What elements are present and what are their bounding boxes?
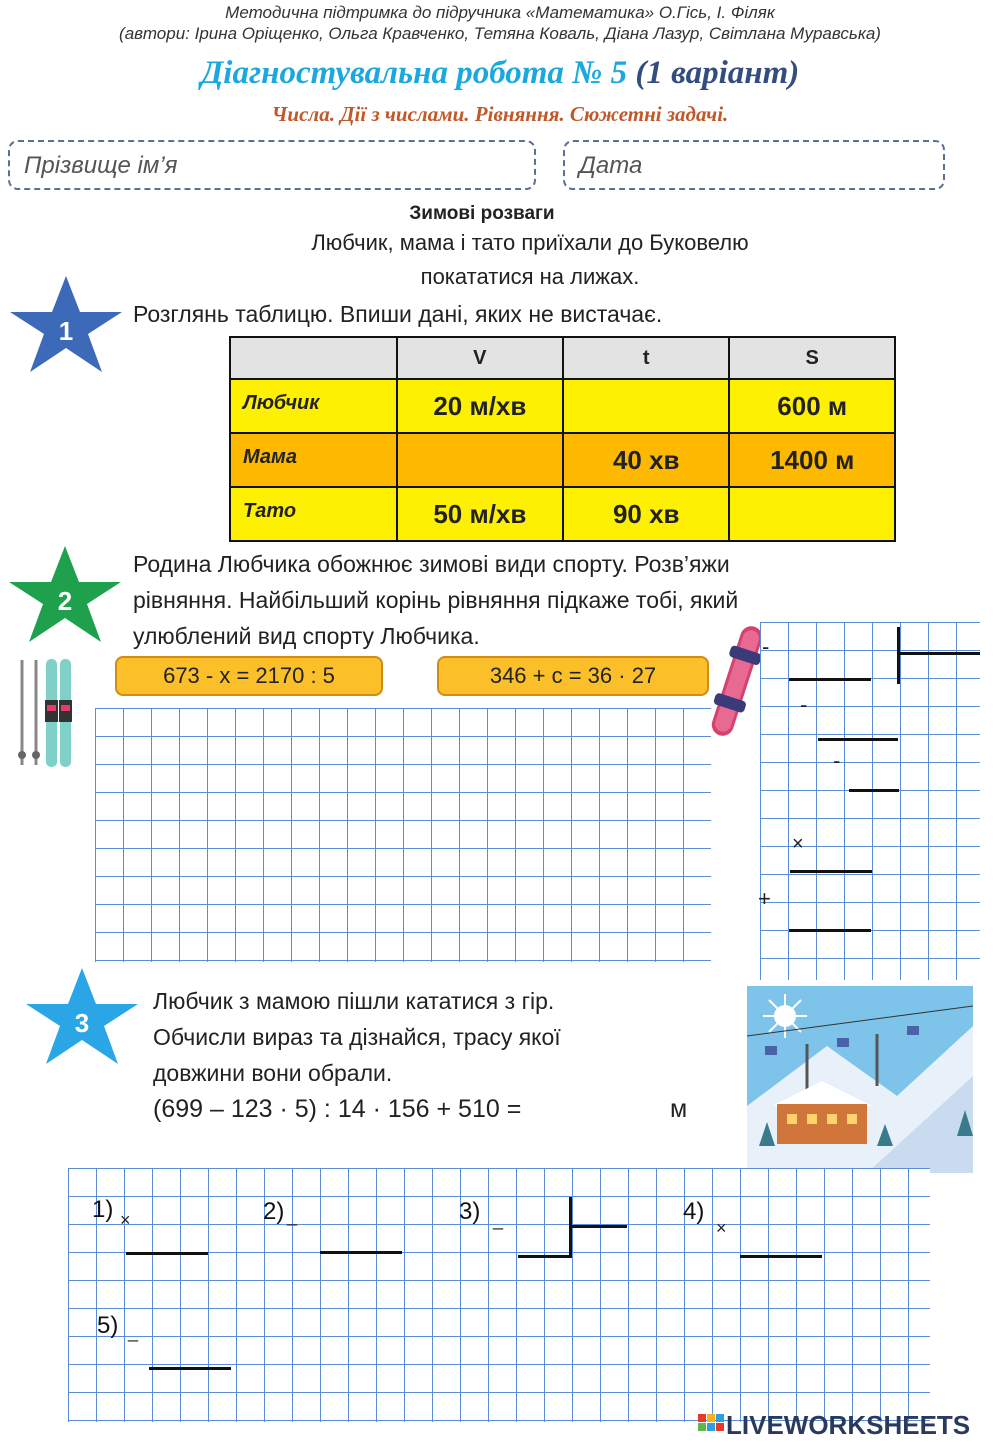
speed-table [229, 336, 896, 542]
step-5-sign: _ [128, 1322, 139, 1342]
task3-expression: (699 – 123 · 5) : 14 · 156 + 510 = [153, 1095, 522, 1123]
footer-brand[interactable] [698, 1410, 970, 1441]
step-2-label: 2) [263, 1198, 285, 1225]
row-name: Тато [230, 487, 397, 541]
star-1-number: 1 [58, 316, 74, 346]
step-2-line [320, 1251, 402, 1254]
liveworksheets-logo-icon [698, 1414, 724, 1438]
table-header-v: V [397, 337, 563, 379]
name-field-placeholder: Прізвище ім’я [24, 152, 178, 179]
header-line-2: (автори: Ірина Оріщенко, Ольга Кравченко, Тетяна Коваль, Діана Лазур, Світлана Муравська) [119, 24, 881, 43]
equation-1: 673 - x = 2170 : 5 [115, 656, 383, 696]
title-variant: (1 варіант) [635, 55, 800, 91]
task3-line-3: довжини вони обрали. [153, 1060, 393, 1086]
side-working-grid[interactable] [760, 622, 980, 980]
star-2-icon [5, 544, 125, 644]
cell-s: 600 м [729, 379, 895, 433]
table-row [230, 433, 895, 487]
answer-input[interactable] [590, 1092, 660, 1124]
intro-heading: Зимові розваги [409, 203, 555, 224]
star-3-icon [22, 966, 142, 1066]
cell-v-input[interactable] [397, 433, 563, 487]
task3-line-2: Обчисли вираз та дізнайся, трасу якої [153, 1024, 561, 1050]
minus-sign: - [762, 634, 770, 659]
task1-text: Розглянь таблицю. Впиши дані, яких не вистачає. [133, 301, 663, 327]
step-5-line [149, 1367, 231, 1370]
footer-brand-text: LIVEWORKSHEETS [726, 1410, 971, 1440]
intro-line-1: Любчик, мама і тато приїхали до Буковелю [311, 230, 749, 255]
plus-sign: + [758, 886, 771, 911]
task3-working-grid[interactable] [68, 1168, 930, 1422]
skis-icon [14, 655, 76, 770]
times-sign: × [792, 833, 804, 855]
step-1-line [126, 1252, 208, 1255]
cell-t-input[interactable] [563, 379, 729, 433]
minus-sign: - [800, 692, 808, 717]
step-4-sign: × [716, 1218, 727, 1238]
cell-t: 40 хв [563, 433, 729, 487]
page-title [0, 55, 1000, 92]
task2-line-2: рівняння. Найбільший корінь рівняння підкаже тобі, який [133, 587, 739, 613]
snowboard-icon [710, 620, 765, 742]
page-subtitle: Числа. Дії з числами. Рівняння. Сюжетні задачі. [271, 102, 729, 126]
task2-line-1: Родина Любчика обожнює зимові види спорту. Розв’яжи [133, 551, 730, 577]
cell-v: 50 м/хв [397, 487, 563, 541]
table-row [230, 487, 895, 541]
task3-text [153, 983, 561, 1091]
step-4-label: 4) [683, 1198, 705, 1225]
ski-resort-picture [747, 986, 973, 1173]
task2-text [133, 546, 738, 654]
star-3-number: 3 [74, 1008, 90, 1038]
step-2-sign: _ [287, 1206, 298, 1226]
cell-s: 1400 м [729, 433, 895, 487]
table-row [230, 379, 895, 433]
task3-line-1: Любчик з мамою пішли кататися з гір. [153, 988, 555, 1014]
header-credits [0, 2, 1000, 44]
task2-line-3: улюблений вид спорту Любчика. [133, 623, 480, 649]
division-line [849, 789, 899, 792]
name-field[interactable] [8, 140, 536, 190]
table-header-empty [230, 337, 397, 379]
answer-unit: м [670, 1095, 688, 1123]
star-1-icon [6, 274, 126, 374]
step-1-sign: × [120, 1210, 131, 1230]
date-field[interactable] [563, 140, 945, 190]
title-main: Діагностувальна робота № 5 [200, 55, 628, 91]
multiplication-line [790, 870, 872, 873]
division-line [789, 678, 871, 681]
cell-v: 20 м/хв [397, 379, 563, 433]
step-3-label: 3) [459, 1198, 481, 1225]
table-header-row [230, 337, 895, 379]
cell-s-input[interactable] [729, 487, 895, 541]
header-line-1: Методична підтримка до підручника «Математика» О.Гісь, І. Філяк [225, 3, 775, 22]
division-line [818, 738, 898, 741]
step-3-bracket-horizontal [569, 1225, 627, 1228]
division-bracket-horizontal [897, 652, 980, 655]
addition-line [789, 929, 871, 932]
step-5-label: 5) [97, 1312, 119, 1339]
table-header-t: t [563, 337, 729, 379]
table-header-s: S [729, 337, 895, 379]
step-4-line [740, 1255, 822, 1258]
date-field-placeholder: Дата [579, 152, 643, 179]
row-name: Любчик [230, 379, 397, 433]
row-name: Мама [230, 433, 397, 487]
minus-sign: - [833, 748, 841, 773]
step-3-sign: _ [493, 1210, 504, 1230]
equation-2: 346 + c = 36 · 27 [437, 656, 709, 696]
division-bracket-vertical [897, 627, 900, 684]
intro-line-2: покататися на лижах. [420, 264, 640, 289]
step-1-label: 1) [92, 1196, 114, 1223]
step-3-line [518, 1255, 572, 1258]
star-2-number: 2 [57, 586, 73, 616]
task2-working-grid[interactable] [95, 708, 711, 962]
cell-t: 90 хв [563, 487, 729, 541]
